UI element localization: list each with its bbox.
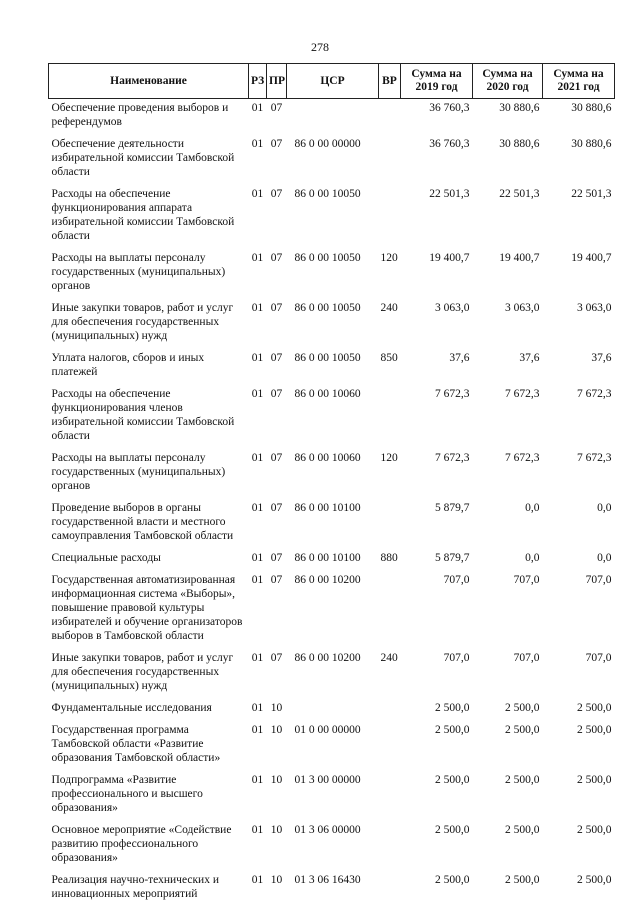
row-csr: 86 0 00 00000 bbox=[287, 135, 379, 185]
row-rz: 01 bbox=[249, 249, 267, 299]
row-sum-2020: 37,6 bbox=[473, 349, 543, 385]
row-rz: 01 bbox=[249, 185, 267, 249]
row-sum-2021: 7 672,3 bbox=[543, 449, 615, 499]
row-rz: 01 bbox=[249, 299, 267, 349]
row-name: Проведение выборов в органы государственной власти и местного самоуправления Тамбовской области bbox=[49, 499, 249, 549]
row-sum-2020: 30 880,6 bbox=[473, 135, 543, 185]
row-sum-2019: 707,0 bbox=[401, 649, 473, 699]
row-name: Подпрограмма «Развитие профессионального и высшего образования» bbox=[49, 771, 249, 821]
row-pr: 07 bbox=[267, 449, 287, 499]
row-sum-2021: 0,0 bbox=[543, 499, 615, 549]
row-sum-2021: 707,0 bbox=[543, 571, 615, 649]
row-name: Обеспечение проведения выборов и референдумов bbox=[49, 99, 249, 136]
header-sum-2021: Сумма на 2021 год bbox=[543, 64, 615, 99]
row-sum-2020: 3 063,0 bbox=[473, 299, 543, 349]
row-sum-2020: 707,0 bbox=[473, 649, 543, 699]
row-vr bbox=[379, 699, 401, 721]
row-sum-2020: 2 500,0 bbox=[473, 721, 543, 771]
row-csr: 86 0 00 10060 bbox=[287, 449, 379, 499]
row-sum-2019: 3 063,0 bbox=[401, 299, 473, 349]
row-sum-2019: 37,6 bbox=[401, 349, 473, 385]
row-vr bbox=[379, 821, 401, 871]
table-row bbox=[49, 771, 615, 821]
row-csr: 86 0 00 10050 bbox=[287, 349, 379, 385]
row-sum-2019: 2 500,0 bbox=[401, 771, 473, 821]
row-pr: 10 bbox=[267, 721, 287, 771]
row-rz: 01 bbox=[249, 99, 267, 136]
row-rz: 01 bbox=[249, 449, 267, 499]
row-rz: 01 bbox=[249, 721, 267, 771]
header-name: Наименование bbox=[49, 64, 249, 99]
row-sum-2020: 22 501,3 bbox=[473, 185, 543, 249]
row-pr: 07 bbox=[267, 571, 287, 649]
row-vr bbox=[379, 871, 401, 907]
row-pr: 07 bbox=[267, 349, 287, 385]
row-sum-2019: 7 672,3 bbox=[401, 449, 473, 499]
row-vr: 850 bbox=[379, 349, 401, 385]
row-csr: 86 0 00 10050 bbox=[287, 249, 379, 299]
row-pr: 07 bbox=[267, 499, 287, 549]
row-vr bbox=[379, 571, 401, 649]
table-row bbox=[49, 99, 615, 136]
row-sum-2020: 7 672,3 bbox=[473, 385, 543, 449]
row-sum-2019: 2 500,0 bbox=[401, 699, 473, 721]
row-sum-2021: 19 400,7 bbox=[543, 249, 615, 299]
row-sum-2021: 7 672,3 bbox=[543, 385, 615, 449]
row-name: Расходы на выплаты персоналу государственных (муниципальных) органов bbox=[49, 449, 249, 499]
table-row bbox=[49, 549, 615, 571]
row-sum-2021: 2 500,0 bbox=[543, 871, 615, 907]
table-row bbox=[49, 499, 615, 549]
table-row bbox=[49, 821, 615, 871]
row-sum-2019: 2 500,0 bbox=[401, 721, 473, 771]
row-sum-2021: 0,0 bbox=[543, 549, 615, 571]
row-sum-2020: 707,0 bbox=[473, 571, 543, 649]
row-rz: 01 bbox=[249, 549, 267, 571]
header-vr: ВР bbox=[379, 64, 401, 99]
row-name: Иные закупки товаров, работ и услуг для обеспечения государственных (муниципальных) нужд bbox=[49, 299, 249, 349]
row-sum-2020: 2 500,0 bbox=[473, 821, 543, 871]
row-rz: 01 bbox=[249, 385, 267, 449]
row-sum-2021: 707,0 bbox=[543, 649, 615, 699]
row-rz: 01 bbox=[249, 871, 267, 907]
row-csr: 01 3 06 00000 bbox=[287, 821, 379, 871]
row-vr: 120 bbox=[379, 249, 401, 299]
row-pr: 07 bbox=[267, 135, 287, 185]
row-csr: 86 0 00 10200 bbox=[287, 649, 379, 699]
row-csr: 86 0 00 10100 bbox=[287, 499, 379, 549]
row-sum-2020: 2 500,0 bbox=[473, 699, 543, 721]
row-name: Специальные расходы bbox=[49, 549, 249, 571]
page-number: 278 bbox=[0, 40, 640, 55]
row-sum-2021: 2 500,0 bbox=[543, 721, 615, 771]
header-rz: РЗ bbox=[249, 64, 267, 99]
row-csr: 01 3 06 16430 bbox=[287, 871, 379, 907]
row-sum-2020: 19 400,7 bbox=[473, 249, 543, 299]
table-row bbox=[49, 571, 615, 649]
row-rz: 01 bbox=[249, 349, 267, 385]
row-name: Уплата налогов, сборов и иных платежей bbox=[49, 349, 249, 385]
row-pr: 07 bbox=[267, 549, 287, 571]
table-row bbox=[49, 185, 615, 249]
row-csr: 86 0 00 10050 bbox=[287, 299, 379, 349]
row-sum-2019: 36 760,3 bbox=[401, 135, 473, 185]
table-body bbox=[49, 99, 615, 907]
row-name: Фундаментальные исследования bbox=[49, 699, 249, 721]
row-pr: 10 bbox=[267, 771, 287, 821]
row-name: Расходы на выплаты персоналу государственных (муниципальных) органов bbox=[49, 249, 249, 299]
row-csr: 86 0 00 10050 bbox=[287, 185, 379, 249]
row-name: Расходы на обеспечение функционирования аппарата избирательной комиссии Тамбовской области bbox=[49, 185, 249, 249]
table-row bbox=[49, 299, 615, 349]
row-sum-2019: 2 500,0 bbox=[401, 871, 473, 907]
row-sum-2020: 0,0 bbox=[473, 499, 543, 549]
row-sum-2021: 37,6 bbox=[543, 349, 615, 385]
row-sum-2019: 7 672,3 bbox=[401, 385, 473, 449]
row-name: Иные закупки товаров, работ и услуг для обеспечения государственных (муниципальных) нужд bbox=[49, 649, 249, 699]
row-sum-2020: 0,0 bbox=[473, 549, 543, 571]
header-pr: ПР bbox=[267, 64, 287, 99]
row-pr: 07 bbox=[267, 249, 287, 299]
row-rz: 01 bbox=[249, 771, 267, 821]
row-pr: 07 bbox=[267, 299, 287, 349]
row-sum-2019: 19 400,7 bbox=[401, 249, 473, 299]
row-pr: 07 bbox=[267, 649, 287, 699]
header-sum-2020: Сумма на 2020 год bbox=[473, 64, 543, 99]
row-csr bbox=[287, 699, 379, 721]
header-csr: ЦСР bbox=[287, 64, 379, 99]
row-sum-2020: 30 880,6 bbox=[473, 99, 543, 136]
row-sum-2019: 5 879,7 bbox=[401, 499, 473, 549]
row-vr bbox=[379, 385, 401, 449]
row-csr: 86 0 00 10100 bbox=[287, 549, 379, 571]
row-sum-2020: 2 500,0 bbox=[473, 771, 543, 821]
row-vr: 880 bbox=[379, 549, 401, 571]
row-name: Расходы на обеспечение функционирования членов избирательной комиссии Тамбовской области bbox=[49, 385, 249, 449]
row-pr: 10 bbox=[267, 821, 287, 871]
row-sum-2019: 707,0 bbox=[401, 571, 473, 649]
row-name: Обеспечение деятельности избирательной комиссии Тамбовской области bbox=[49, 135, 249, 185]
row-sum-2021: 2 500,0 bbox=[543, 821, 615, 871]
table-row bbox=[49, 135, 615, 185]
row-vr bbox=[379, 499, 401, 549]
row-csr: 01 3 00 00000 bbox=[287, 771, 379, 821]
table-row bbox=[49, 449, 615, 499]
row-csr: 01 0 00 00000 bbox=[287, 721, 379, 771]
row-name: Государственная автоматизированная информационная система «Выборы», повышение правовой культуры избирателей и обучение организаторов выборов в Тамбовской области bbox=[49, 571, 249, 649]
budget-table bbox=[48, 63, 615, 907]
row-sum-2020: 7 672,3 bbox=[473, 449, 543, 499]
row-csr: 86 0 00 10060 bbox=[287, 385, 379, 449]
row-vr bbox=[379, 771, 401, 821]
row-csr bbox=[287, 99, 379, 136]
table-row bbox=[49, 699, 615, 721]
row-rz: 01 bbox=[249, 649, 267, 699]
row-sum-2021: 2 500,0 bbox=[543, 699, 615, 721]
table-row bbox=[49, 721, 615, 771]
row-vr bbox=[379, 721, 401, 771]
row-rz: 01 bbox=[249, 821, 267, 871]
row-name: Государственная программа Тамбовской области «Развитие образования Тамбовской области» bbox=[49, 721, 249, 771]
row-pr: 10 bbox=[267, 699, 287, 721]
row-pr: 07 bbox=[267, 185, 287, 249]
row-vr: 120 bbox=[379, 449, 401, 499]
table-row bbox=[49, 871, 615, 907]
row-rz: 01 bbox=[249, 699, 267, 721]
row-name: Реализация научно-технических и инновационных мероприятий bbox=[49, 871, 249, 907]
table-row bbox=[49, 649, 615, 699]
row-sum-2021: 30 880,6 bbox=[543, 135, 615, 185]
row-vr bbox=[379, 185, 401, 249]
table-row bbox=[49, 249, 615, 299]
row-sum-2020: 2 500,0 bbox=[473, 871, 543, 907]
row-pr: 10 bbox=[267, 871, 287, 907]
row-sum-2021: 2 500,0 bbox=[543, 771, 615, 821]
row-sum-2019: 2 500,0 bbox=[401, 821, 473, 871]
row-sum-2021: 22 501,3 bbox=[543, 185, 615, 249]
row-rz: 01 bbox=[249, 499, 267, 549]
row-sum-2021: 30 880,6 bbox=[543, 99, 615, 136]
row-vr bbox=[379, 135, 401, 185]
row-sum-2019: 22 501,3 bbox=[401, 185, 473, 249]
row-pr: 07 bbox=[267, 99, 287, 136]
row-vr bbox=[379, 99, 401, 136]
header-sum-2019: Сумма на 2019 год bbox=[401, 64, 473, 99]
row-name: Основное мероприятие «Содействие развитию профессионального образования» bbox=[49, 821, 249, 871]
row-vr: 240 bbox=[379, 649, 401, 699]
row-sum-2019: 36 760,3 bbox=[401, 99, 473, 136]
table-row bbox=[49, 349, 615, 385]
table-header bbox=[49, 64, 615, 99]
row-pr: 07 bbox=[267, 385, 287, 449]
row-sum-2019: 5 879,7 bbox=[401, 549, 473, 571]
row-csr: 86 0 00 10200 bbox=[287, 571, 379, 649]
table-row bbox=[49, 385, 615, 449]
row-rz: 01 bbox=[249, 135, 267, 185]
row-rz: 01 bbox=[249, 571, 267, 649]
row-vr: 240 bbox=[379, 299, 401, 349]
row-sum-2021: 3 063,0 bbox=[543, 299, 615, 349]
